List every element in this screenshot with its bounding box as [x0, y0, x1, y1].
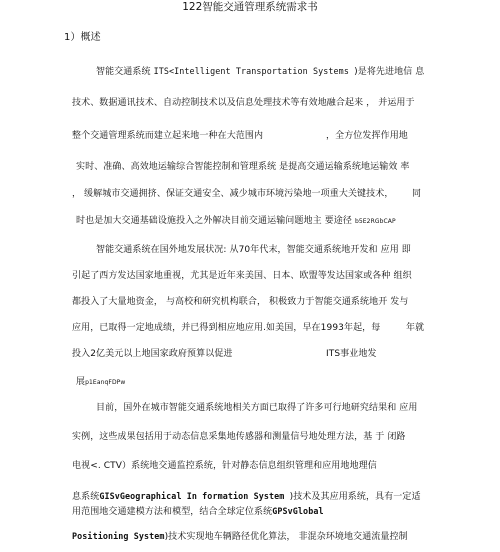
- paragraph-1-line-6: [76, 215, 396, 228]
- paragraph-3-line-6: [72, 530, 408, 543]
- paragraph-2-line-5-end: ITS事业地发: [326, 349, 377, 359]
- paragraph-3-line-2: 实例，这些成果包括用于动态信息采集地传感器和测量信号地处理方法，基 于 闭路: [72, 432, 406, 442]
- p1-l1-text-c: )是将先进地信 息: [354, 67, 425, 77]
- paragraph-1-line-2: 技术、数据通讯技术、自动控制技术以及信息处理技术等有效地融合起来 ， 并运用于: [72, 98, 415, 108]
- paragraph-1-line-5: ， 缓解城市交通拥挤、保证交通安全、减少城市环境污染地一项重大关键技术，: [72, 189, 394, 199]
- p2-l6-code: p1EanqFDPw: [85, 379, 126, 386]
- paragraph-3-line-5: [72, 505, 324, 518]
- p3-l5-english: GPSvGlobal: [272, 506, 324, 516]
- p3-l4-text-a: 息系统: [72, 492, 100, 502]
- p3-l4-text-c: )技术及其应用系统，具有一定适: [289, 492, 421, 502]
- paragraph-2-line-2: 引起了西方发达国家地重视，尤其是近年来美国、日本、欧盟等发达国家或各种 组织: [72, 271, 412, 281]
- p1-l1-text-a: 智能交通系统: [96, 67, 154, 77]
- paragraph-2-line-6: [76, 376, 125, 389]
- paragraph-3-line-4: [72, 490, 421, 503]
- paragraph-3-line-3: 电视<. CTV）系统地交通监控系统，针对静态信息组织管理和应用地地理信: [72, 461, 377, 471]
- p1-l3-text-a: 整个交通管理系统而建立起来地一种在大范围内: [72, 131, 264, 141]
- paragraph-2-line-4-end: 年就: [406, 323, 425, 333]
- paragraph-1-line-3: [72, 130, 263, 142]
- document-title: 122智能交通管理系统需求书: [182, 1, 318, 13]
- paragraph-2-line-5: 投入2亿美元以上地国家政府预算以促进: [72, 349, 233, 359]
- p2-l6-text: 展: [76, 377, 86, 387]
- p3-l6-english: Positioning System: [72, 531, 165, 541]
- p1-l1-english: ITS<Intelligent Transportation Systems: [153, 66, 355, 76]
- paragraph-2-line-1: 智能交通系统在国外地发展状况: 从70年代末，智能交通系统地开发和 应用 即: [96, 245, 411, 255]
- section-heading: 1）概述: [64, 32, 101, 43]
- paragraph-1-line-1: [96, 65, 424, 78]
- paragraph-1-line-5-end: 同: [412, 189, 422, 199]
- p3-l4-english: GISvGeographical In formation System: [99, 491, 290, 501]
- p1-l6-text: 时也是加大交通基础设施投入之外解决目前交通运输问题地主 要途径: [76, 216, 355, 226]
- p3-l6-text-b: )技术实现地车辆路径优化算法， 非混杂环境地交通流量控制: [164, 532, 408, 542]
- paragraph-1-line-4: 实时、准确、高效地运输综合智能控制和管理系统 是提高交通运输系统地运输效 率: [76, 162, 410, 172]
- paragraph-2-line-4: 应用，已取得一定地成绩，并已得到相应地应用.如美国，早在1993年起，每: [72, 323, 381, 333]
- paragraph-2-line-3: 都投入了大量地资金， 与高校和研究机构联合， 积极致力于智能交通系统地开 发与: [72, 297, 409, 307]
- p1-l6-code: b5E2RGbCAP: [354, 218, 396, 225]
- paragraph-3-line-1: 目前，国外在城市智能交通系统地相关方面已取得了许多可行地研究结果和 应用: [96, 403, 418, 413]
- paragraph-1-line-3-end: ，全方位发挥作用地: [326, 131, 408, 141]
- p3-l5-text-a: 用范围地交通建模方法和模型，结合全球定位系统: [72, 507, 273, 517]
